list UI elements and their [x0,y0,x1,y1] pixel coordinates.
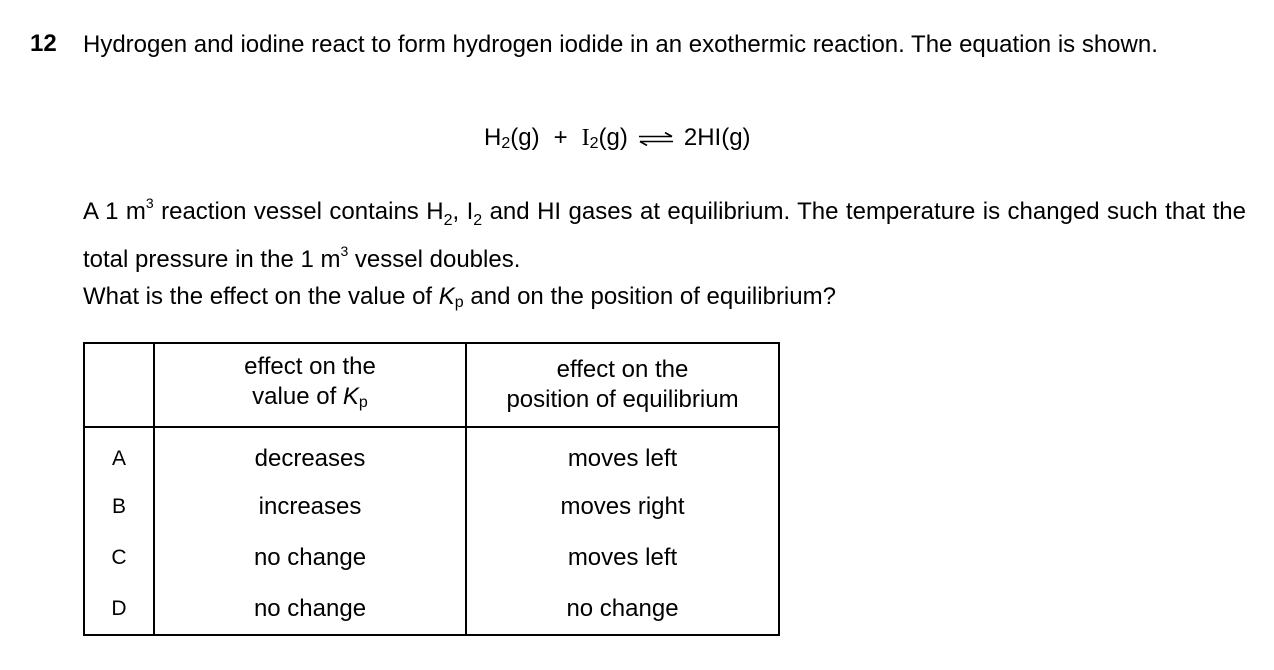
option-letter: D [84,583,154,635]
table-row[interactable] [84,427,779,481]
header-equilibrium-effect: effect on the position of equilibrium [466,343,779,427]
option-letter: B [84,481,154,532]
position-effect-cell: moves left [466,427,779,481]
position-effect-cell: no change [466,583,779,635]
kp-effect-cell: no change [154,532,466,583]
reactant-iodine: I2(g) [581,124,628,152]
header-blank-cell [84,343,154,427]
question-intro: Hydrogen and iodine react to form hydrogen iodide in an exothermic reaction. The equation is shown. [83,31,1158,58]
kp-effect-cell: decreases [154,427,466,481]
header-kp-effect: effect on the value of Kp [154,343,466,427]
position-effect-cell: moves left [466,532,779,583]
question-number: 12 [30,30,57,57]
table-header-row [84,343,779,427]
table-row[interactable] [84,583,779,635]
table-row[interactable] [84,481,779,532]
answer-options-table [83,342,780,636]
option-letter: C [84,532,154,583]
kp-effect-cell: no change [154,583,466,635]
question-prompt: What is the effect on the value of Kp and on the position of equilibrium? [83,283,836,311]
plus-sign: + [553,124,568,151]
product-hydrogen-iodide: 2HI(g) [683,124,751,151]
reactant-hydrogen: H2(g) [484,124,540,152]
equilibrium-arrows-icon [638,125,674,153]
reaction-equation [484,124,751,153]
kp-effect-cell: increases [154,481,466,532]
table-row[interactable] [84,532,779,583]
option-letter: A [84,427,154,481]
question-context: A 1 $m^3$ reaction vessel contains $H_2$, $I_2$ and HI gases at equilibrium. The temperature is changed such that the total pressure in the 1 $m^3$ vessel doubles. [83,195,1246,273]
position-effect-cell: moves right [466,481,779,532]
